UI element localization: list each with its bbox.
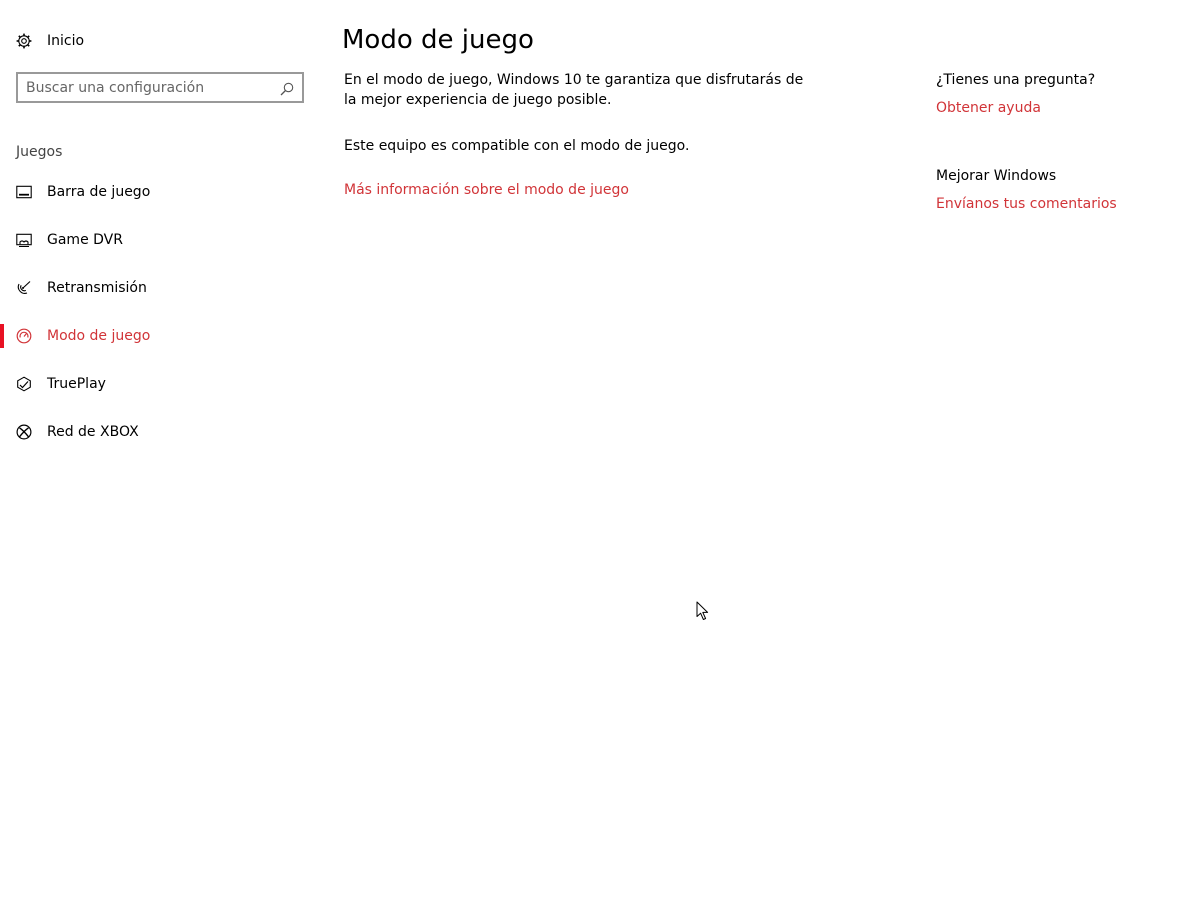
trueplay-icon [16, 376, 32, 392]
game-dvr-icon [16, 232, 32, 248]
game-mode-description: En el modo de juego, Windows 10 te garantiza que disfrutarás de la mejor experiencia de juego posible. [344, 72, 804, 108]
search-icon[interactable] [280, 81, 294, 95]
sidebar-item-label: Retransmisión [47, 280, 147, 296]
question-heading: ¿Tienes una pregunta? [936, 72, 1096, 88]
improve-windows-heading: Mejorar Windows [936, 168, 1057, 184]
search-input[interactable] [26, 77, 274, 98]
home-nav-item[interactable] [0, 24, 320, 58]
sidebar-item-xbox-network[interactable] [0, 408, 320, 456]
sidebar [0, 0, 322, 900]
sidebar-item-label: Red de XBOX [47, 424, 139, 440]
main-content [342, 0, 862, 900]
search-box[interactable] [16, 72, 304, 103]
sidebar-item-game-dvr[interactable] [0, 216, 320, 264]
sidebar-item-broadcast[interactable] [0, 264, 320, 312]
sidebar-item-game-bar[interactable] [0, 168, 320, 216]
game-mode-icon [16, 328, 32, 344]
sidebar-item-label: TruePlay [47, 376, 106, 392]
sidebar-item-game-mode[interactable] [0, 312, 320, 360]
game-bar-icon [16, 184, 32, 200]
selection-indicator [0, 324, 4, 348]
sidebar-item-label: Modo de juego [47, 328, 151, 344]
sidebar-item-label: Game DVR [47, 232, 123, 248]
get-help-link[interactable]: Obtener ayuda [936, 100, 1041, 116]
help-panel [936, 0, 1186, 260]
home-label: Inicio [47, 33, 85, 49]
more-info-link[interactable]: Más información sobre el modo de juego [344, 182, 629, 198]
xbox-icon [16, 424, 32, 440]
sidebar-nav [0, 168, 320, 456]
page-title: Modo de juego [342, 25, 534, 55]
gear-icon [16, 33, 32, 49]
compatibility-status: Este equipo es compatible con el modo de juego. [344, 138, 690, 154]
broadcast-icon [16, 280, 32, 296]
sidebar-item-label: Barra de juego [47, 184, 151, 200]
send-feedback-link[interactable]: Envíanos tus comentarios [936, 196, 1117, 212]
section-heading: Juegos [16, 144, 63, 160]
sidebar-item-trueplay[interactable] [0, 360, 320, 408]
